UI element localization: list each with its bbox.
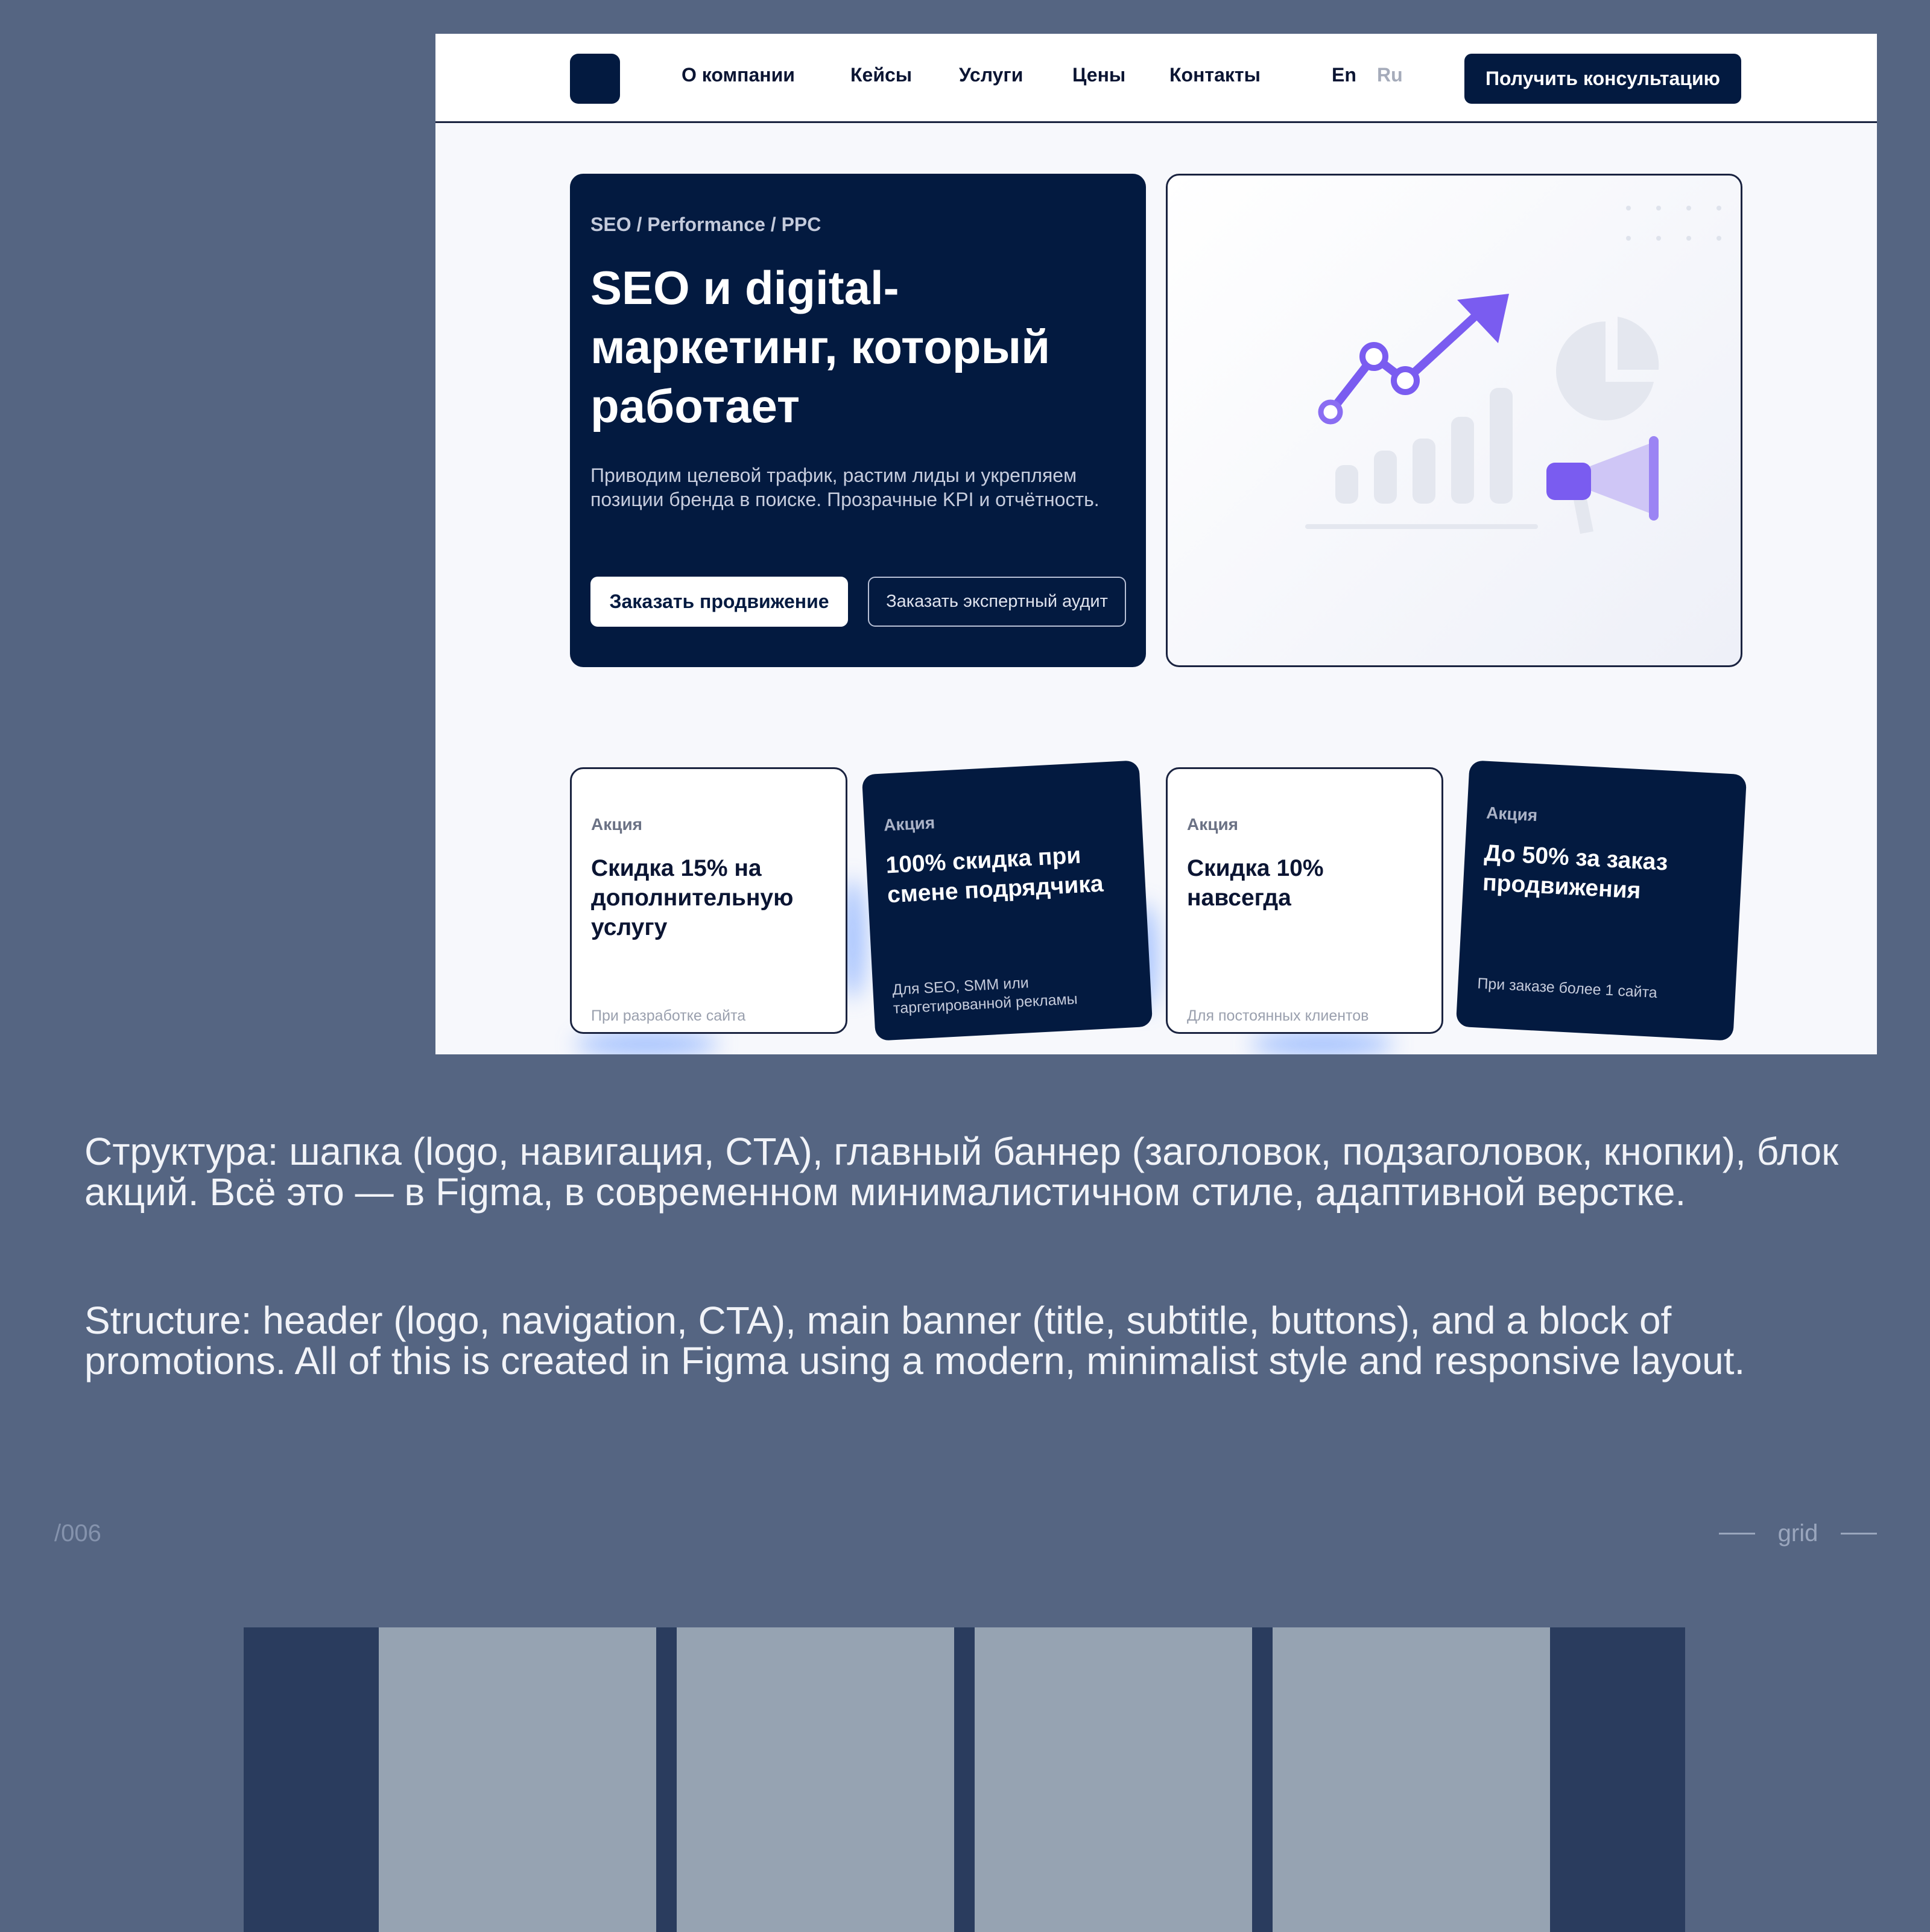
hero-banner xyxy=(570,174,1146,667)
promo-title: 100% скидка при смене подрядчика xyxy=(885,842,1104,908)
lang-ru[interactable]: Ru xyxy=(1377,64,1403,86)
promo-note: Для SEO, SMM или таргетированной рекламы xyxy=(891,974,1078,1018)
order-promotion-button[interactable]: Заказать продвижение xyxy=(590,577,848,627)
promo-label: Акция xyxy=(1187,815,1238,834)
promo-label: Акция xyxy=(883,813,935,835)
promo-note: При разработке сайта xyxy=(591,1007,746,1024)
promo-card[interactable] xyxy=(1456,760,1747,1040)
dash-left xyxy=(1719,1533,1755,1535)
megaphone-icon xyxy=(1546,436,1659,534)
promo-title: Скидка 15% на дополнительную услугу xyxy=(591,855,794,940)
promo-glow xyxy=(574,1032,719,1054)
section-label-text: grid xyxy=(1777,1520,1818,1547)
promo-title: До 50% за заказ продвижения xyxy=(1482,840,1669,904)
section-label xyxy=(1719,1520,1877,1547)
grid-column xyxy=(975,1627,1252,1932)
order-audit-button[interactable]: Заказать экспертный аудит xyxy=(868,577,1126,627)
promo-note: Для постоянных клиентов xyxy=(1187,1007,1369,1024)
caption-en: Structure: header (logo, navigation, CTA), main banner (title, subtitle, buttons), and a block of promotions. All of this is created in Figma using a modern, minimalist style and responsive layout. xyxy=(84,1299,1745,1382)
layout-grid xyxy=(244,1627,1685,1932)
promo-card[interactable] xyxy=(862,760,1153,1040)
nav-link-about[interactable]: О компании xyxy=(682,64,795,86)
grid-column xyxy=(1273,1627,1550,1932)
grid-column xyxy=(677,1627,954,1932)
promo-title: Скидка 10% навсегда xyxy=(1187,855,1324,911)
hero-tag: SEO / Performance / PPC xyxy=(590,214,821,235)
growth-chart-icon xyxy=(1321,294,1509,422)
hero-illustration xyxy=(1166,174,1742,667)
illustration-graphic xyxy=(1168,176,1742,667)
nav-link-cases[interactable]: Кейсы xyxy=(850,64,913,86)
site-header xyxy=(435,34,1877,123)
consultation-button[interactable]: Получить консультацию xyxy=(1464,54,1741,104)
hero-title: SEO и digital-маркетинг, который работает xyxy=(590,261,1051,432)
promo-label: Акция xyxy=(591,815,642,834)
promo-glow xyxy=(1250,1032,1394,1054)
promo-card[interactable] xyxy=(1166,767,1443,1034)
promo-label: Акция xyxy=(1485,803,1539,825)
caption-ru: Структура: шапка (logo, навигация, CTA), главный баннер (заголовок, подзаголовок, кнопки), блок акций. Всё это — в Figma, в современном минималистичном стиле, адаптивной верстке. xyxy=(84,1130,1839,1214)
nav-link-services[interactable]: Услуги xyxy=(959,64,1024,86)
website-mockup xyxy=(435,34,1877,1054)
dash-right xyxy=(1841,1533,1877,1535)
dot-pattern xyxy=(1626,206,1721,241)
pie-chart-icon xyxy=(1556,317,1659,420)
grid-column xyxy=(379,1627,656,1932)
page-number: /006 xyxy=(54,1520,101,1547)
promo-card[interactable] xyxy=(570,767,847,1034)
logo[interactable] xyxy=(570,54,620,104)
promo-note: При заказе более 1 сайта xyxy=(1476,975,1658,1002)
nav-link-prices[interactable]: Цены xyxy=(1072,64,1126,86)
lang-en[interactable]: En xyxy=(1332,64,1356,86)
hero-subtitle: Приводим целевой трафик, растим лиды и укрепляем позиции бренда в поиске. Прозрачные KPI и отчётность. xyxy=(590,464,1099,510)
nav-link-contacts[interactable]: Контакты xyxy=(1169,64,1261,86)
